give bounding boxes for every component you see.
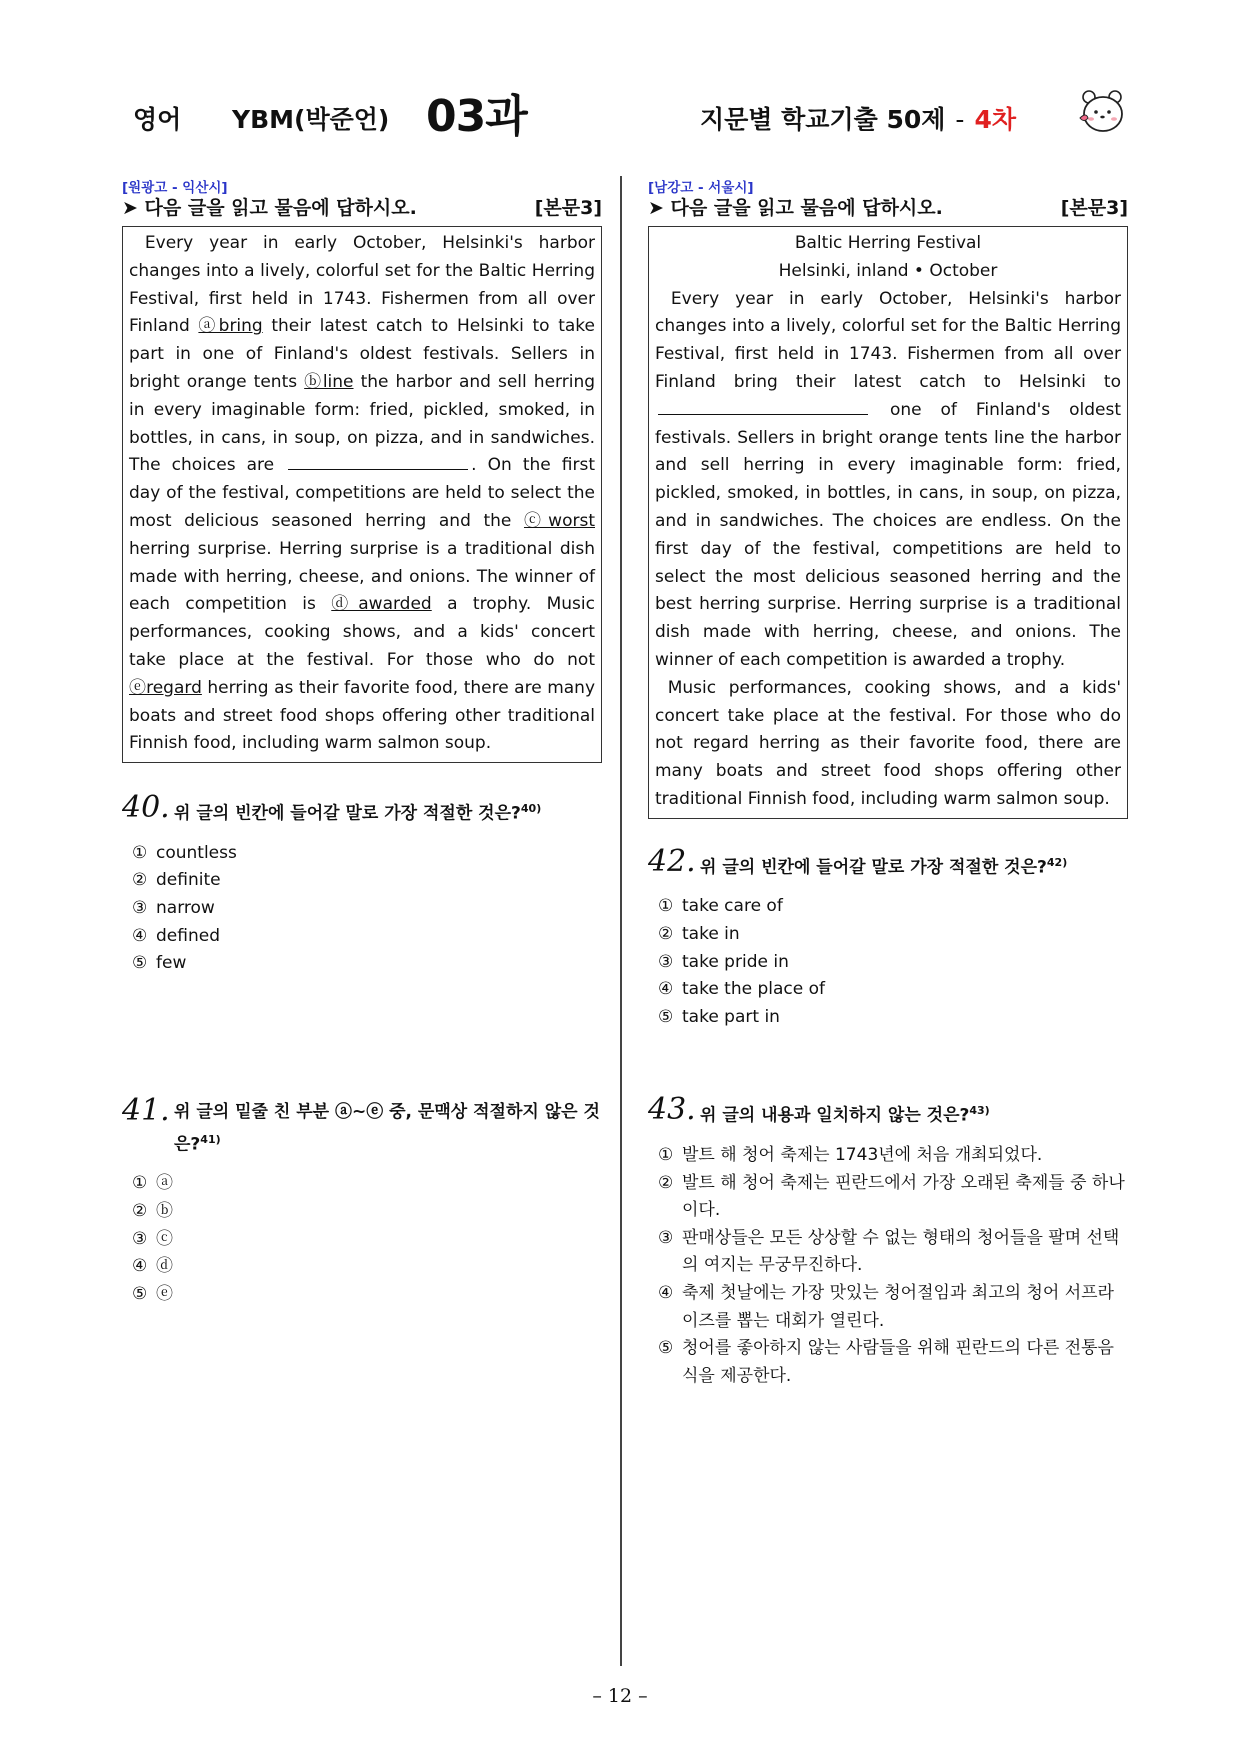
question-text bbox=[700, 847, 1067, 882]
set-title-group bbox=[700, 100, 1016, 136]
passage-segment: Music performances, cooking shows, and a kids' concert take place at the festival. For those who do not regard herring as their favorite food, there are many boats and street food shops offering other traditional Finnish food, including warm salmon soup. bbox=[655, 677, 1122, 809]
question-number: 41. bbox=[122, 1092, 170, 1128]
source-label: [남강고 - 서울시] bbox=[648, 180, 754, 196]
publisher: YBM(박준언) bbox=[232, 105, 390, 134]
choice-item[interactable] bbox=[132, 1170, 602, 1198]
passage-segment: herring surprise. Herring surprise is a traditional dish made with herring, cheese, and onions. The winner of each competition is bbox=[129, 538, 595, 615]
choice-item[interactable] bbox=[132, 867, 602, 895]
choice-text: take the place of bbox=[682, 979, 826, 1000]
choice-item[interactable] bbox=[132, 840, 602, 868]
choice-text: ⓑ bbox=[156, 1201, 173, 1222]
choice-text: ⓐ bbox=[156, 1173, 173, 1194]
choice-list bbox=[122, 840, 602, 978]
choice-mark: ① bbox=[132, 842, 148, 863]
choice-mark: ⑤ bbox=[132, 953, 148, 974]
bear-face-icon bbox=[1076, 86, 1128, 138]
question-42 bbox=[648, 843, 1128, 1032]
choice-mark: ② bbox=[132, 870, 148, 891]
choice-mark: ⑤ bbox=[658, 1006, 674, 1027]
column-divider bbox=[620, 176, 622, 1666]
choice-mark: ④ bbox=[658, 1282, 674, 1303]
page-header bbox=[0, 78, 1240, 148]
footnote-mark: 40) bbox=[520, 802, 542, 816]
question-text bbox=[174, 1096, 602, 1159]
right-column bbox=[648, 176, 1128, 1390]
choice-item[interactable] bbox=[132, 895, 602, 923]
choice-text: 발트 해 청어 축제는 1743년에 처음 개최되었다. bbox=[682, 1145, 1043, 1166]
question-stem: 위 글의 밑줄 친 부분 ⓐ~ⓔ 중, 문맥상 적절하지 않은 것은? bbox=[174, 1101, 600, 1155]
choice-list bbox=[648, 893, 1128, 1031]
lesson-title: 03과 bbox=[426, 91, 527, 142]
choice-item[interactable] bbox=[658, 893, 1128, 921]
choice-text: few bbox=[156, 953, 187, 974]
choice-item[interactable] bbox=[658, 921, 1128, 949]
passage-segment: herring as their favorite food, there are many boats and street food shops offering other traditional Finnish food, including warm salmon soup. bbox=[129, 677, 596, 754]
passage-segment: the harbor and sell herring in every imaginable form: fried, pickled, smoked, in bottles, in cans, in soup, on pizza, and in sandwiches. The choices are bbox=[129, 371, 596, 476]
choice-text: definite bbox=[156, 870, 221, 891]
choice-text: 청어를 좋아하지 않는 사람들을 위해 핀란드의 다른 전통음식을 제공한다. bbox=[682, 1338, 1114, 1386]
choice-item[interactable] bbox=[658, 1004, 1128, 1032]
passage-ref: [본문3] bbox=[534, 197, 602, 219]
underline-b: ⓑline bbox=[304, 371, 354, 392]
footnote-mark: 41) bbox=[200, 1132, 221, 1146]
footnote-mark: 43) bbox=[969, 1104, 990, 1118]
passage-box bbox=[122, 226, 602, 763]
choice-text: narrow bbox=[156, 897, 215, 918]
choice-item[interactable] bbox=[132, 1253, 602, 1281]
question-41 bbox=[122, 1092, 602, 1309]
instruction-text: ➤ 다음 글을 읽고 물음에 답하시오. bbox=[122, 197, 417, 219]
choice-text: ⓒ bbox=[156, 1228, 173, 1249]
passage-segment: . On the first day of the festival, competitions are held to select the most delicious seasoned herring and the bbox=[129, 455, 595, 531]
choice-mark: ③ bbox=[132, 897, 148, 918]
choice-text: take care of bbox=[682, 896, 783, 917]
set-title: 지문별 학교기출 50제 bbox=[700, 105, 946, 134]
choice-item[interactable] bbox=[658, 1225, 1128, 1280]
choice-mark: ③ bbox=[132, 1228, 148, 1249]
choice-item[interactable] bbox=[658, 1280, 1128, 1335]
subject: 영어 bbox=[133, 105, 182, 134]
choice-text: ⓔ bbox=[156, 1283, 173, 1304]
choice-mark: ⑤ bbox=[658, 1338, 674, 1359]
answer-blank bbox=[288, 452, 468, 470]
choice-text: 판매상들은 모든 상상할 수 없는 형태의 청어들을 팔며 선택의 여지는 무궁무진하다. bbox=[682, 1227, 1120, 1276]
question-43 bbox=[648, 1092, 1128, 1390]
choice-text: defined bbox=[156, 925, 220, 946]
passage-segment: Every year in early October, Helsinki's harbor changes into a lively, colorful set for the Baltic Herring Festival, first held in 1743. Fishermen from all over Finland bbox=[129, 233, 595, 337]
page-number: – 12 – bbox=[592, 1685, 648, 1707]
choice-item[interactable] bbox=[132, 1198, 602, 1226]
footnote-mark: 42) bbox=[1046, 855, 1068, 869]
choice-item[interactable] bbox=[132, 923, 602, 951]
source-label: [원광고 - 익산시] bbox=[122, 180, 228, 196]
question-number: 40. bbox=[122, 790, 170, 826]
passage-subtitle: Helsinki, inland • October bbox=[778, 260, 998, 281]
question-stem: 위 글의 빈칸에 들어갈 말로 가장 적절한 것은? bbox=[174, 803, 521, 824]
answer-blank bbox=[658, 397, 868, 415]
passage-segment: a trophy. Music performances, cooking shows, and a kids' concert take place at the festival. For those who do not bbox=[129, 594, 595, 670]
choice-mark: ② bbox=[132, 1201, 148, 1222]
choice-text: 발트 해 청어 축제는 핀란드에서 가장 오래된 축제들 중 하나이다. bbox=[682, 1172, 1125, 1221]
choice-mark: ② bbox=[658, 923, 674, 944]
separator: - bbox=[955, 105, 965, 134]
passage-paragraph-1 bbox=[655, 286, 1121, 675]
passage-box bbox=[648, 226, 1128, 819]
choice-text: take in bbox=[682, 923, 740, 944]
choice-text: take part in bbox=[682, 1006, 780, 1027]
passage-text bbox=[129, 230, 595, 758]
choice-item[interactable] bbox=[658, 976, 1128, 1004]
passage-segment: Every year in early October, Helsinki's harbor changes into a lively, colorful set for the Baltic Herring Festival, first held in 1743. Fishermen from all over Finland bring their latest catch to Helsinki to bbox=[655, 288, 1121, 392]
passage-ref: [본문3] bbox=[1060, 197, 1128, 219]
choice-item[interactable] bbox=[132, 1226, 602, 1254]
choice-item[interactable] bbox=[658, 1142, 1128, 1170]
choice-mark: ⑤ bbox=[132, 1283, 148, 1304]
underline-e: ⓔregard bbox=[129, 677, 202, 698]
choice-mark: ① bbox=[658, 896, 674, 917]
choice-mark: ③ bbox=[658, 1227, 674, 1248]
choice-mark: ③ bbox=[658, 951, 674, 972]
question-text bbox=[700, 1095, 990, 1130]
question-number: 42. bbox=[648, 843, 696, 879]
question-stem: 위 글의 내용과 일치하지 않는 것은? bbox=[700, 1106, 970, 1127]
choice-item[interactable] bbox=[658, 949, 1128, 977]
choice-text: take pride in bbox=[682, 951, 789, 972]
choice-text: ⓓ bbox=[156, 1256, 173, 1277]
underline-d: ⓓawarded bbox=[331, 594, 432, 615]
passage-title: Baltic Herring Festival bbox=[794, 233, 982, 253]
instruction bbox=[648, 194, 1128, 226]
choice-mark: ④ bbox=[132, 925, 148, 946]
choice-list bbox=[648, 1142, 1128, 1390]
left-column bbox=[122, 176, 602, 1308]
passage-paragraph-2 bbox=[655, 675, 1121, 814]
choice-item[interactable] bbox=[132, 950, 602, 978]
passage-segment: their latest catch to Helsinki to take part in one of Finland's oldest festivals. Sellers in bright orange tents bbox=[129, 316, 595, 392]
choice-text: countless bbox=[156, 842, 237, 863]
choice-mark: ④ bbox=[658, 979, 674, 1000]
choice-list bbox=[122, 1170, 602, 1308]
passage-segment: one of Finland's oldest festivals. Sellers in bright orange tents line the harbor and sell herring in every imaginable form: fried, pickled, smoked, in bottles, in cans, in soup, on pizza, and in sandwiches. The choices are endless. On the first day of the festival, competitions are held to select the most delicious seasoned herring and the best herring surprise. Herring surprise is a traditional dish made with herring, cheese, and onions. The winner of each competition is awarded a trophy. bbox=[655, 399, 1121, 670]
choice-text: 축제 첫날에는 가장 맛있는 청어절임과 최고의 청어 서프라이즈를 뽑는 대회가 열린다. bbox=[682, 1282, 1114, 1331]
round-label: 4차 bbox=[974, 105, 1016, 134]
question-stem: 위 글의 빈칸에 들어갈 말로 가장 적절한 것은? bbox=[700, 857, 1047, 878]
choice-mark: ② bbox=[658, 1172, 674, 1193]
instruction bbox=[122, 194, 602, 226]
choice-mark: ① bbox=[132, 1173, 148, 1194]
question-number: 43. bbox=[648, 1092, 696, 1128]
instruction-text: ➤ 다음 글을 읽고 물음에 답하시오. bbox=[648, 197, 943, 219]
question-text bbox=[174, 793, 541, 828]
underline-a: ⓐbring bbox=[198, 316, 263, 337]
choice-item[interactable] bbox=[132, 1281, 602, 1309]
question-40 bbox=[122, 790, 602, 978]
choice-item[interactable] bbox=[658, 1170, 1128, 1225]
choice-mark: ① bbox=[658, 1145, 674, 1166]
underline-c: ⓒworst bbox=[523, 510, 595, 531]
choice-mark: ④ bbox=[132, 1256, 148, 1277]
choice-item[interactable] bbox=[658, 1335, 1128, 1390]
